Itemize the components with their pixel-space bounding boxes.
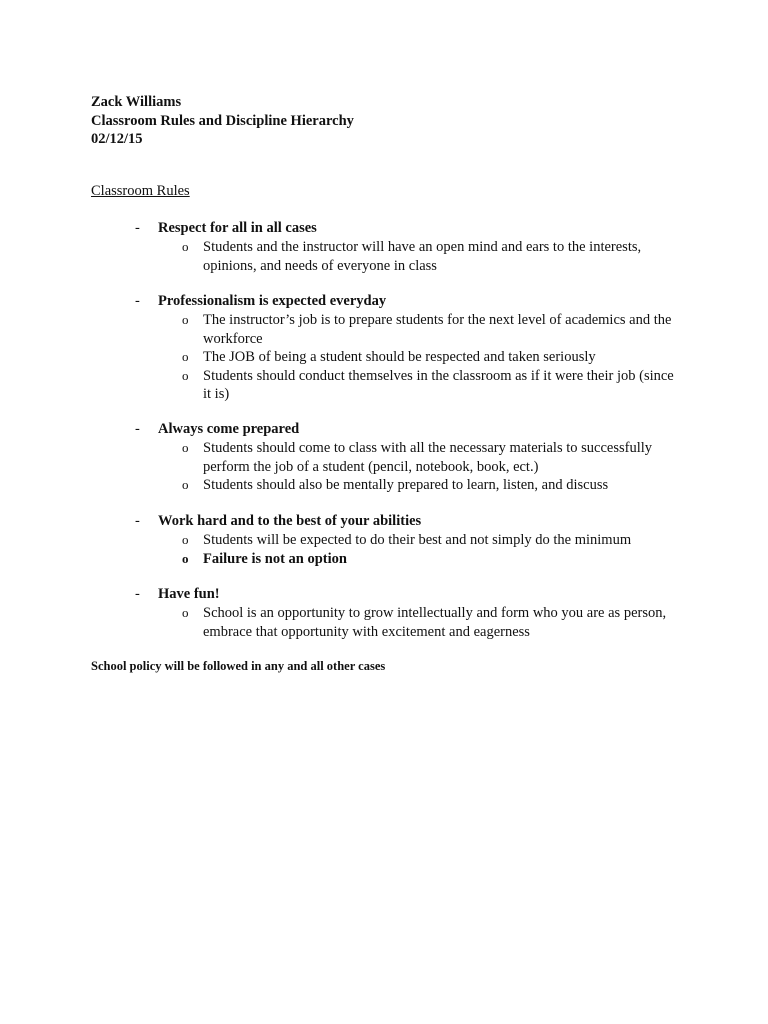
rule-respect (0, 219, 768, 275)
bullet-marker: o (182, 477, 189, 493)
rule-item-text: Students will be expected to do their best and not simply do the minimum (203, 532, 632, 548)
rule-item-text: The instructor’s job is to prepare students for the next level of academics and the workforce (203, 312, 672, 347)
dash-marker: - (135, 220, 140, 236)
rule-item-text: Students and the instructor will have an open mind and ears to the interests, opinions, and needs of everyone in class (203, 239, 642, 274)
rule-label: Respect for all in all cases (158, 220, 317, 236)
section-title: Classroom Rules (91, 183, 190, 199)
dash-marker: - (135, 421, 140, 437)
rule-item-text: Students should come to class with all the necessary materials to successfully perform the job of a student (pencil, notebook, book, ect.) (203, 440, 652, 475)
rule-item (182, 550, 678, 569)
bullet-marker: o (182, 349, 189, 365)
bullet-marker: o (182, 239, 189, 254)
document-title: Classroom Rules and Discipline Hierarchy (91, 112, 354, 129)
rule-label: Professionalism is expected everyday (158, 293, 387, 309)
rule-label: Work hard and to the best of your abilities (158, 513, 422, 529)
bullet-marker: o (182, 532, 189, 547)
dash-marker: - (135, 293, 140, 309)
rule-prepared (0, 420, 768, 495)
dash-marker: - (135, 586, 140, 602)
rule-item-text: Failure is not an option (203, 550, 347, 567)
policy-footer: School policy will be followed in any and all other cases (91, 659, 386, 673)
rule-item (182, 604, 678, 641)
rule-item (182, 439, 678, 476)
rule-item-text: School is an opportunity to grow intellectually and form who you are as person, embrace that opportunity with excitement and eagerness (203, 605, 667, 640)
bullet-marker: o (182, 550, 189, 566)
rule-item (182, 238, 678, 275)
dash-marker: - (135, 513, 140, 529)
rule-item (182, 367, 678, 404)
rule-item-text: The JOB of being a student should be respected and taken seriously (203, 349, 596, 366)
bullet-marker: o (182, 312, 189, 327)
rule-item (182, 531, 678, 550)
document-header (91, 93, 354, 149)
rule-item-text: Students should conduct themselves in the classroom as if it were their job (since it is) (203, 367, 674, 403)
bullet-marker: o (182, 440, 189, 455)
rule-item (182, 476, 678, 495)
rule-item-text: Students should also be mentally prepared to learn, listen, and discuss (203, 477, 609, 494)
document-date: 02/12/15 (91, 131, 143, 147)
author-name: Zack Williams (91, 94, 182, 110)
rule-professionalism (0, 292, 768, 404)
bullet-marker: o (182, 605, 189, 620)
rule-work-hard (0, 512, 768, 568)
rule-item (182, 348, 678, 367)
rule-label: Always come prepared (158, 421, 300, 437)
rule-have-fun (0, 585, 768, 641)
rule-item (182, 311, 678, 348)
rule-label: Have fun! (158, 586, 220, 602)
bullet-marker: o (182, 367, 189, 383)
